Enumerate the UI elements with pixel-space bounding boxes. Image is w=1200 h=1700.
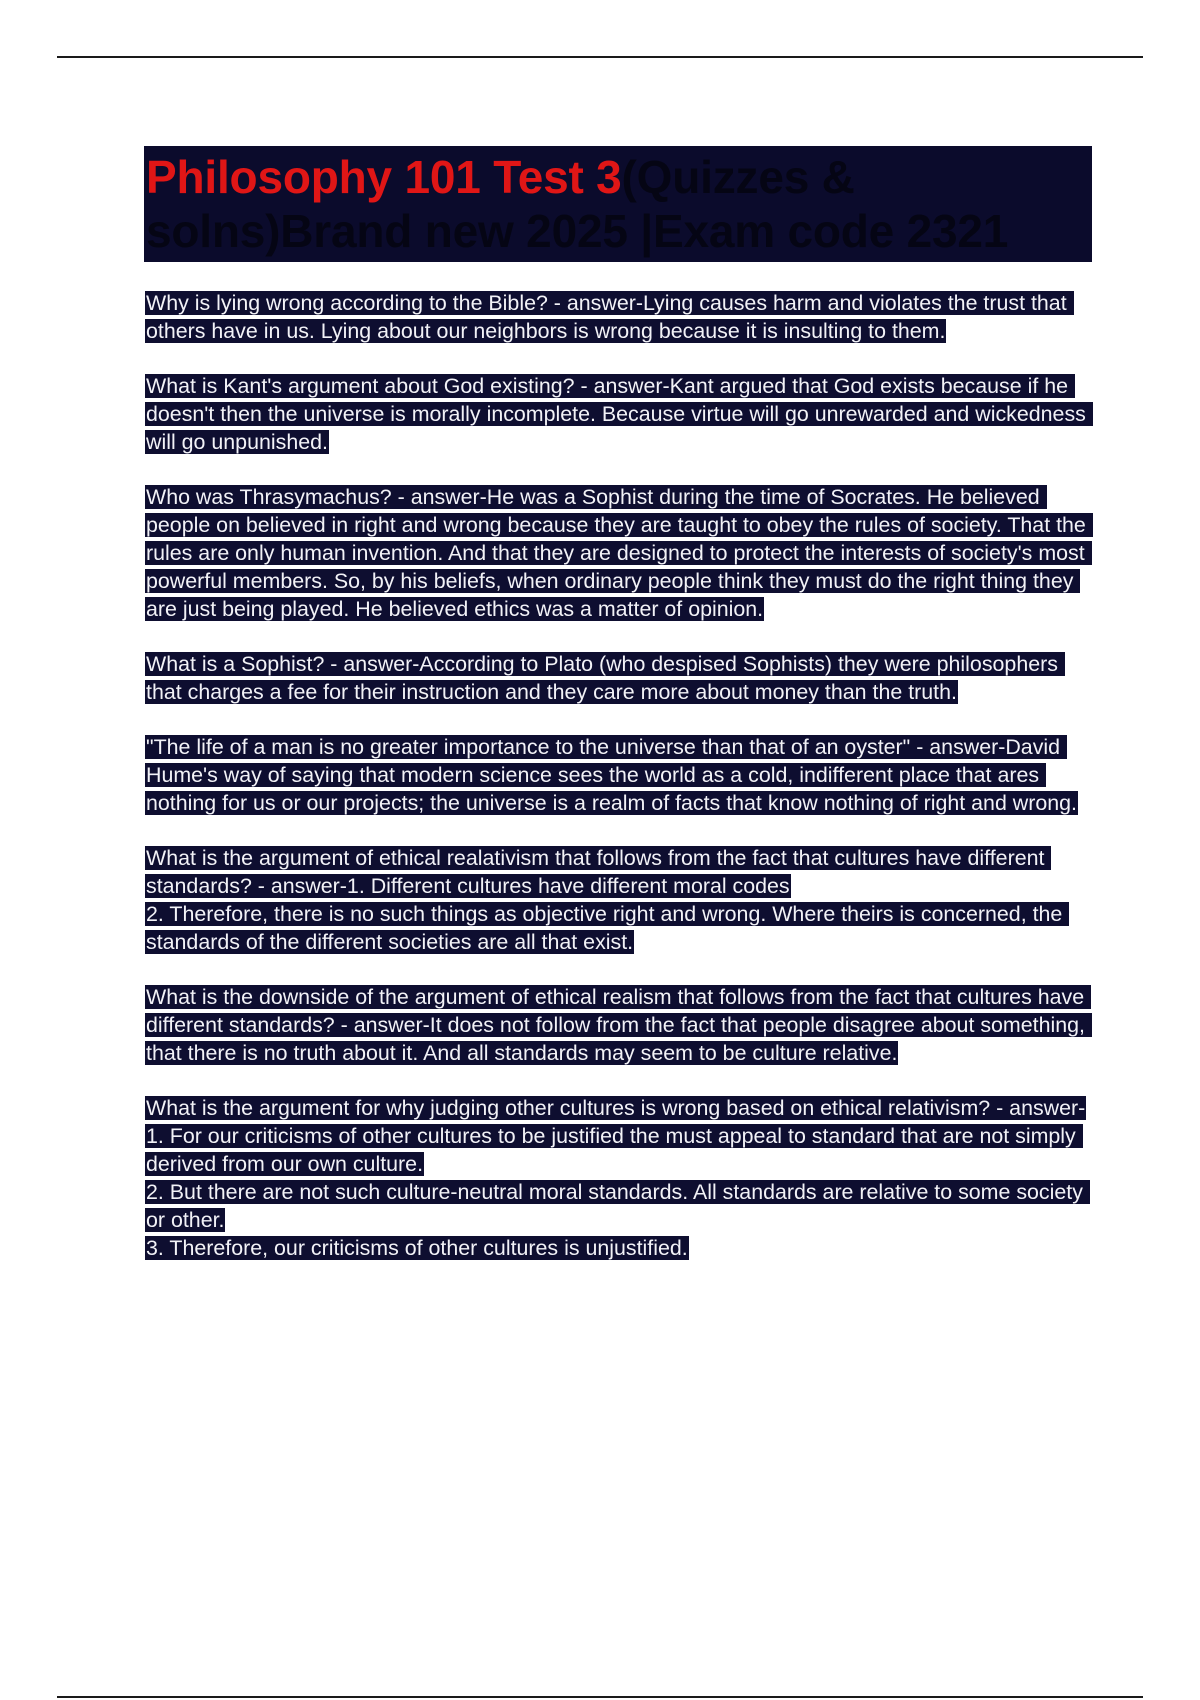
qa-entry	[145, 483, 1095, 623]
qa-entry-text: What is the argument for why judging other cultures is wrong based on ethical relativism? - answer-1. For our criticisms of other cultures to be justified the must appeal to standard that are not simply derived from our own culture. 2. But there are not such culture-neutral moral standards. All standards are relative to some society or other. 3. Therefore, our criticisms of other cultures is unjustified.	[145, 1096, 1090, 1260]
title-highlight: Philosophy 101 Test 3	[146, 151, 622, 203]
qa-entry-text: Why is lying wrong according to the Bible? - answer-Lying causes harm and violates the trust that others have in us. Lying about our neighbors is wrong because it is insulting to them.	[146, 291, 1073, 343]
qa-entry-text: What is the downside of the argument of ethical realism that follows from the fact that cultures have different standards? - answer-It does not follow from the fact that people disagree about something, that there is no truth about it. And all standards may seem to be culture relative.	[146, 985, 1091, 1065]
title-subtitle: (Quizzes & solns)Brand new 2025 |Exam code 2321	[146, 151, 1009, 257]
qa-entry-text: What is a Sophist? - answer-According to Plato (who despised Sophists) they were philosophers that charges a fee for their instruction and they care more about money than the truth.	[146, 652, 1064, 704]
document-title-block	[144, 146, 1092, 262]
qa-entry-text: What is the argument of ethical realativism that follows from the fact that cultures have different standards? - answer-1. Different cultures have different moral codes 2. Therefore, there is no such things as objective right and wrong. Where theirs is concerned, the standards of the different societies are all that exist.	[145, 846, 1069, 954]
qa-entry	[145, 650, 1095, 706]
qa-entry	[145, 372, 1095, 456]
qa-entry	[145, 983, 1095, 1067]
qa-entry-text: What is Kant's argument about God existing? - answer-Kant argued that God exists because if he doesn't then the universe is morally incomplete. Because virtue will go unrewarded and wickedness will go unpunished.	[146, 374, 1092, 454]
top-rule	[57, 56, 1143, 58]
qa-list	[145, 289, 1095, 1289]
qa-entry-text: Who was Thrasymachus? - answer-He was a Sophist during the time of Socrates. He believed people on believed in right and wrong because they are taught to obey the rules of society. That the rules are only human invention. And that they are designed to protect the interests of society's most powerful members. So, by his beliefs, when ordinary people think they must do the right thing they are just being played. He believed ethics was a matter of opinion.	[146, 485, 1092, 621]
qa-entry	[145, 1094, 1095, 1262]
bottom-rule	[57, 1696, 1143, 1698]
document-title	[146, 150, 1090, 258]
qa-entry	[145, 733, 1095, 817]
qa-entry	[145, 844, 1095, 956]
qa-entry	[145, 289, 1095, 345]
qa-entry-text: "The life of a man is no greater importance to the universe than that of an oyster" - answer-David Hume's way of saying that modern science sees the world as a cold, indifferent place that ares nothing for us or our projects; the universe is a realm of facts that know nothing of right and wrong.	[146, 735, 1077, 815]
